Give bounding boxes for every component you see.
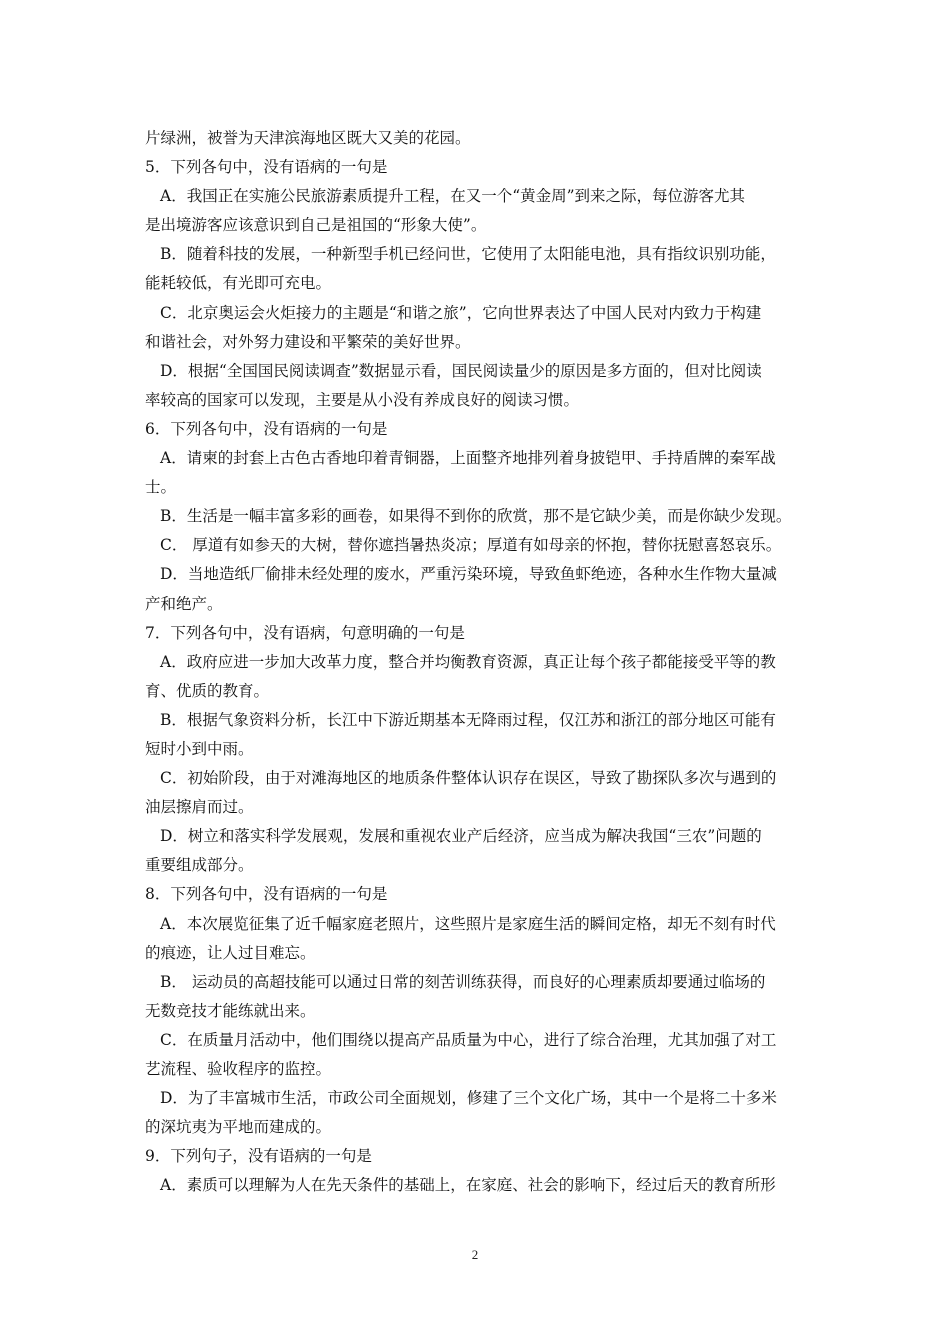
text-line: A．政府应进一步加大改革力度，整合并均衡教育资源，真正让每个孩子都能接受平等的教 (160, 652, 776, 671)
text-line: 率较高的国家可以发现，主要是从小没有养成良好的阅读习惯。 (145, 390, 580, 409)
text-line: D．根据“全国国民阅读调查”数据显示看，国民阅读量少的原因是多方面的，但对比阅读 (160, 361, 762, 380)
text-line: C．初始阶段，由于对滩海地区的地质条件整体认识存在误区，导致了勘探队多次与遇到的 (160, 769, 777, 788)
text-line: 和谐社会，对外努力建设和平繁荣的美好世界。 (145, 332, 471, 351)
text-line: 艺流程、验收程序的监控。 (145, 1060, 332, 1078)
text-line: 油层擦肩而过。 (145, 798, 254, 817)
text-line: C． 厚道有如参天的大树，替你遮挡暑热炎凉；厚道有如母亲的怀抱，替你抚慰喜怒哀乐。 (160, 536, 782, 555)
text-line: C．北京奥运会火炬接力的主题是“和谐之旅”，它向世界表达了中国人民对内致力于构建 (160, 303, 762, 322)
text-line: 能耗较低，有光即可充电。 (145, 274, 332, 293)
text-line: C．在质量月活动中，他们围绕以提高产品质量为中心，进行了综合治理，尤其加强了对工 (160, 1030, 777, 1049)
text-line: 的痕迹，让人过目难忘。 (145, 943, 316, 962)
text-line: 的深坑夷为平地而建成的。 (145, 1118, 332, 1137)
text-line: 片绿洲，被誉为天津滨海地区既大又美的花园。 (145, 129, 471, 147)
text-line: 8．下列各句中，没有语病的一句是 (145, 885, 388, 904)
text-line: B．根据气象资料分析，长江中下游近期基本无降雨过程，仅江苏和浙江的部分地区可能有 (160, 710, 776, 729)
text-line: 无数竞技才能练就出来。 (145, 1001, 316, 1020)
text-line: 5．下列各句中，没有语病的一句是 (145, 158, 388, 177)
text-line: A．本次展览征集了近千幅家庭老照片，这些照片是家庭生活的瞬间定格，却无不刻有时代 (160, 914, 776, 933)
text-line: A．请柬的封套上古色古香地印着青铜器，上面整齐地排列着身披铠甲、手持盾牌的秦军战 (160, 449, 776, 468)
text-line: 产和绝产。 (145, 594, 223, 613)
text-line: D．当地造纸厂偷排未经处理的废水，严重污染环境，导致鱼虾绝迹，各种水生作物大量减 (160, 565, 777, 584)
text-line: B．生活是一幅丰富多彩的画卷，如果得不到你的欣赏，那不是它缺少美，而是你缺少发现。 (160, 507, 792, 526)
text-line: B．随着科技的发展，一种新型手机已经问世，它使用了太阳能电池，具有指纹识别功能， (160, 245, 776, 264)
text-line: 9．下列句子，没有语病的一句是 (145, 1147, 372, 1166)
text-line: 是出境游客应该意识到自己是祖国的“形象大使”。 (145, 216, 487, 235)
text-line: A．素质可以理解为人在先天条件的基础上，在家庭、社会的影响下，经过后天的教育所形 (160, 1176, 776, 1195)
text-line: D．树立和落实科学发展观，发展和重视农业产后经济，应当成为解决我国“三农”问题的 (160, 827, 762, 846)
text-line: 重要组成部分。 (145, 856, 254, 875)
text-line: A．我国正在实施公民旅游素质提升工程，在又一个“黄金周”到来之际，每位游客尤其 (160, 187, 746, 206)
page-body-text (145, 124, 815, 1200)
text-line: 7．下列各句中，没有语病，句意明确的一句是 (145, 623, 465, 642)
text-line: 6．下列各句中，没有语病的一句是 (145, 419, 388, 438)
text-line: 短时小到中雨。 (145, 739, 254, 758)
text-line: B． 运动员的高超技能可以通过日常的刻苦训练获得，而良好的心理素质却要通过临场的 (160, 972, 766, 991)
page-number: 2 (471, 1247, 479, 1262)
text-line: 士。 (145, 478, 177, 497)
text-line: D．为了丰富城市生活，市政公司全面规划，修建了三个文化广场，其中一个是将二十多米 (160, 1089, 777, 1108)
text-line: 育、优质的教育。 (145, 681, 270, 700)
